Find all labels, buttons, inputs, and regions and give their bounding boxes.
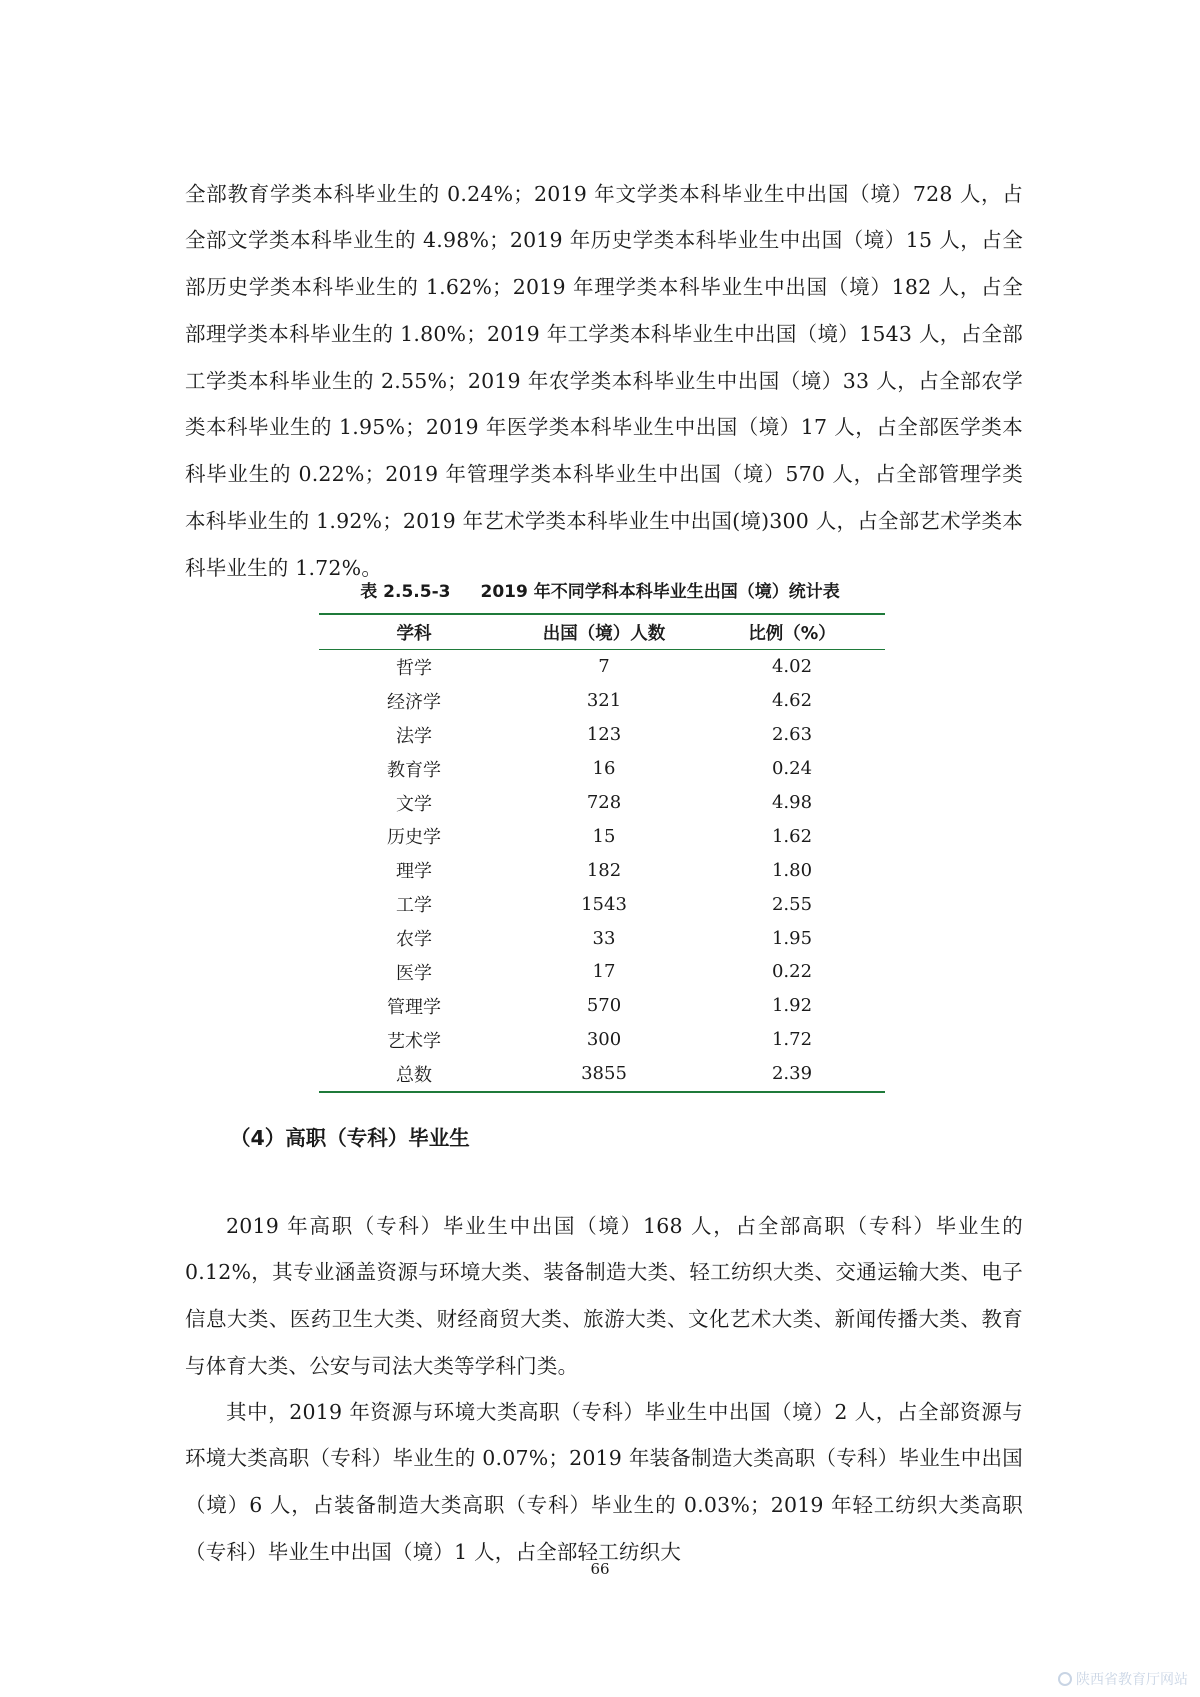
- table-cell: 文学: [396, 793, 432, 815]
- page-number: 66: [590, 1560, 610, 1578]
- stats-table: [319, 613, 885, 1093]
- table-caption-title: 2019 年不同学科本科毕业生出国（境）统计表: [480, 582, 840, 602]
- table-row: [319, 752, 885, 786]
- watermark-text: 陕西省教育厅网站: [1076, 1672, 1188, 1688]
- table-cell: 哲学: [396, 657, 432, 679]
- table-cell: 7: [598, 656, 610, 678]
- table-cell: 0.24: [771, 758, 813, 780]
- body-paragraph-3: 其中，2019 年资源与环境大类高职（专科）毕业生中出国（境）2 人，占全部资源与环境大类高职（专科）毕业生的 0.07%；2019 年装备制造大类高职（专科）毕业生中出国（境）6 人，占装备制造大类高职（专科）毕业生的 0.03%；2019 年轻工纺织大类高职（专科）毕业生中出国（境）1 人，占全部轻工纺织大: [185, 1399, 1023, 1564]
- table-row: [319, 853, 885, 887]
- table-header-cell: 出国（境）人数: [509, 614, 699, 650]
- table-row: [319, 955, 885, 989]
- table-cell: 2.55: [771, 893, 813, 915]
- table-cell: 33: [592, 927, 616, 949]
- table-row: [319, 989, 885, 1023]
- table-cell: 管理学: [387, 996, 441, 1018]
- table-cell: 17: [592, 961, 616, 983]
- table-cell: 4.98: [771, 792, 813, 813]
- table-cell: 321: [586, 690, 622, 712]
- table-cell: 工学: [396, 895, 432, 917]
- table-cell: 经济学: [387, 691, 441, 713]
- table-cell: 16: [592, 758, 616, 780]
- table-row: [319, 718, 885, 752]
- watermark: [1058, 1669, 1188, 1689]
- table-cell: 182: [586, 859, 622, 881]
- table-cell: 1.92: [771, 995, 813, 1017]
- table-cell: 2.39: [699, 1057, 885, 1092]
- table-cell: 4.62: [771, 690, 813, 712]
- table-cell: 教育学: [387, 759, 441, 781]
- table-row: [319, 887, 885, 921]
- table-cell: 15: [592, 825, 616, 847]
- table-row: [319, 786, 885, 820]
- table-cell: 3855: [509, 1057, 699, 1092]
- table-cell: 300: [586, 1029, 622, 1051]
- table-cell: 4.02: [771, 656, 813, 678]
- table-row: [319, 921, 885, 955]
- table-header-cell: 学科: [319, 614, 509, 650]
- table-cell: 1543: [581, 893, 627, 915]
- table-cell: 123: [586, 724, 622, 746]
- table-cell: 1.62: [771, 825, 813, 847]
- table-row: [319, 1023, 885, 1057]
- table-cell: 570: [586, 995, 622, 1017]
- table-cell: 历史学: [387, 827, 441, 849]
- body-paragraph-1: 全部教育学类本科毕业生的 0.24%；2019 年文学类本科毕业生中出国（境）728 人，占全部文学类本科毕业生的 4.98%；2019 年历史学类本科毕业生中出国（境）15 人，占全部历史学类本科毕业生的 1.62%；2019 年理学类本科毕业生中出国（境）182 人，占全部理学类本科毕业生的 1.80%；2019 年工学类本科毕业生中出国（境）1543 人，占全部工学类本科毕业生的 2.55%；2019 年农学类本科毕业生中出国（境）33 人，占全部农学类本科毕业生的 1.95%；2019 年医学类本科毕业生中出国（境）17 人，占全部医学类本科毕业生的 0.22%；2019 年管理学类本科毕业生中出国（境）570 人，占全部管理学类本科毕业生的 1.92%；2019 年艺术学类本科毕业生中出国(境)300 人，占全部艺术学类本科毕业生的 1.72%。: [185, 181, 1023, 580]
- table-cell: 农学: [396, 929, 432, 951]
- table-cell: 法学: [396, 725, 432, 747]
- table-caption: [0, 578, 1200, 606]
- table-cell: 1.95: [771, 927, 813, 949]
- section-heading: （4）高职（专科）毕业生: [230, 1126, 470, 1150]
- body-paragraph-2: 2019 年高职（专科）毕业生中出国（境）168 人，占全部高职（专科）毕业生的 0.12%，其专业涵盖资源与环境大类、装备制造大类、轻工纺织大类、交通运输大类、电子信息大类、医药卫生大类、财经商贸大类、旅游大类、文化艺术大类、新闻传播大类、教育与体育大类、公安与司法大类等学科门类。: [185, 1213, 1023, 1378]
- table-header-cell: 比例（%）: [699, 614, 885, 650]
- table-cell: 1.80: [771, 859, 813, 881]
- table-cell: 艺术学: [387, 1030, 441, 1052]
- table-cell: 总数: [319, 1057, 509, 1092]
- table-cell: 0.22: [771, 961, 813, 983]
- table-total-row: [319, 1057, 885, 1092]
- table-header-row: [319, 614, 885, 650]
- table-row: [319, 650, 885, 684]
- table-row: [319, 819, 885, 853]
- table-cell: 理学: [396, 861, 432, 883]
- watermark-logo-icon: [1058, 1672, 1072, 1686]
- table-cell: 1.72: [771, 1029, 813, 1051]
- table-cell: 2.63: [771, 724, 813, 746]
- table-cell: 728: [586, 792, 622, 813]
- table-row: [319, 684, 885, 718]
- table-caption-number: 表 2.5.5-3: [360, 582, 451, 602]
- table-cell: 医学: [396, 962, 432, 984]
